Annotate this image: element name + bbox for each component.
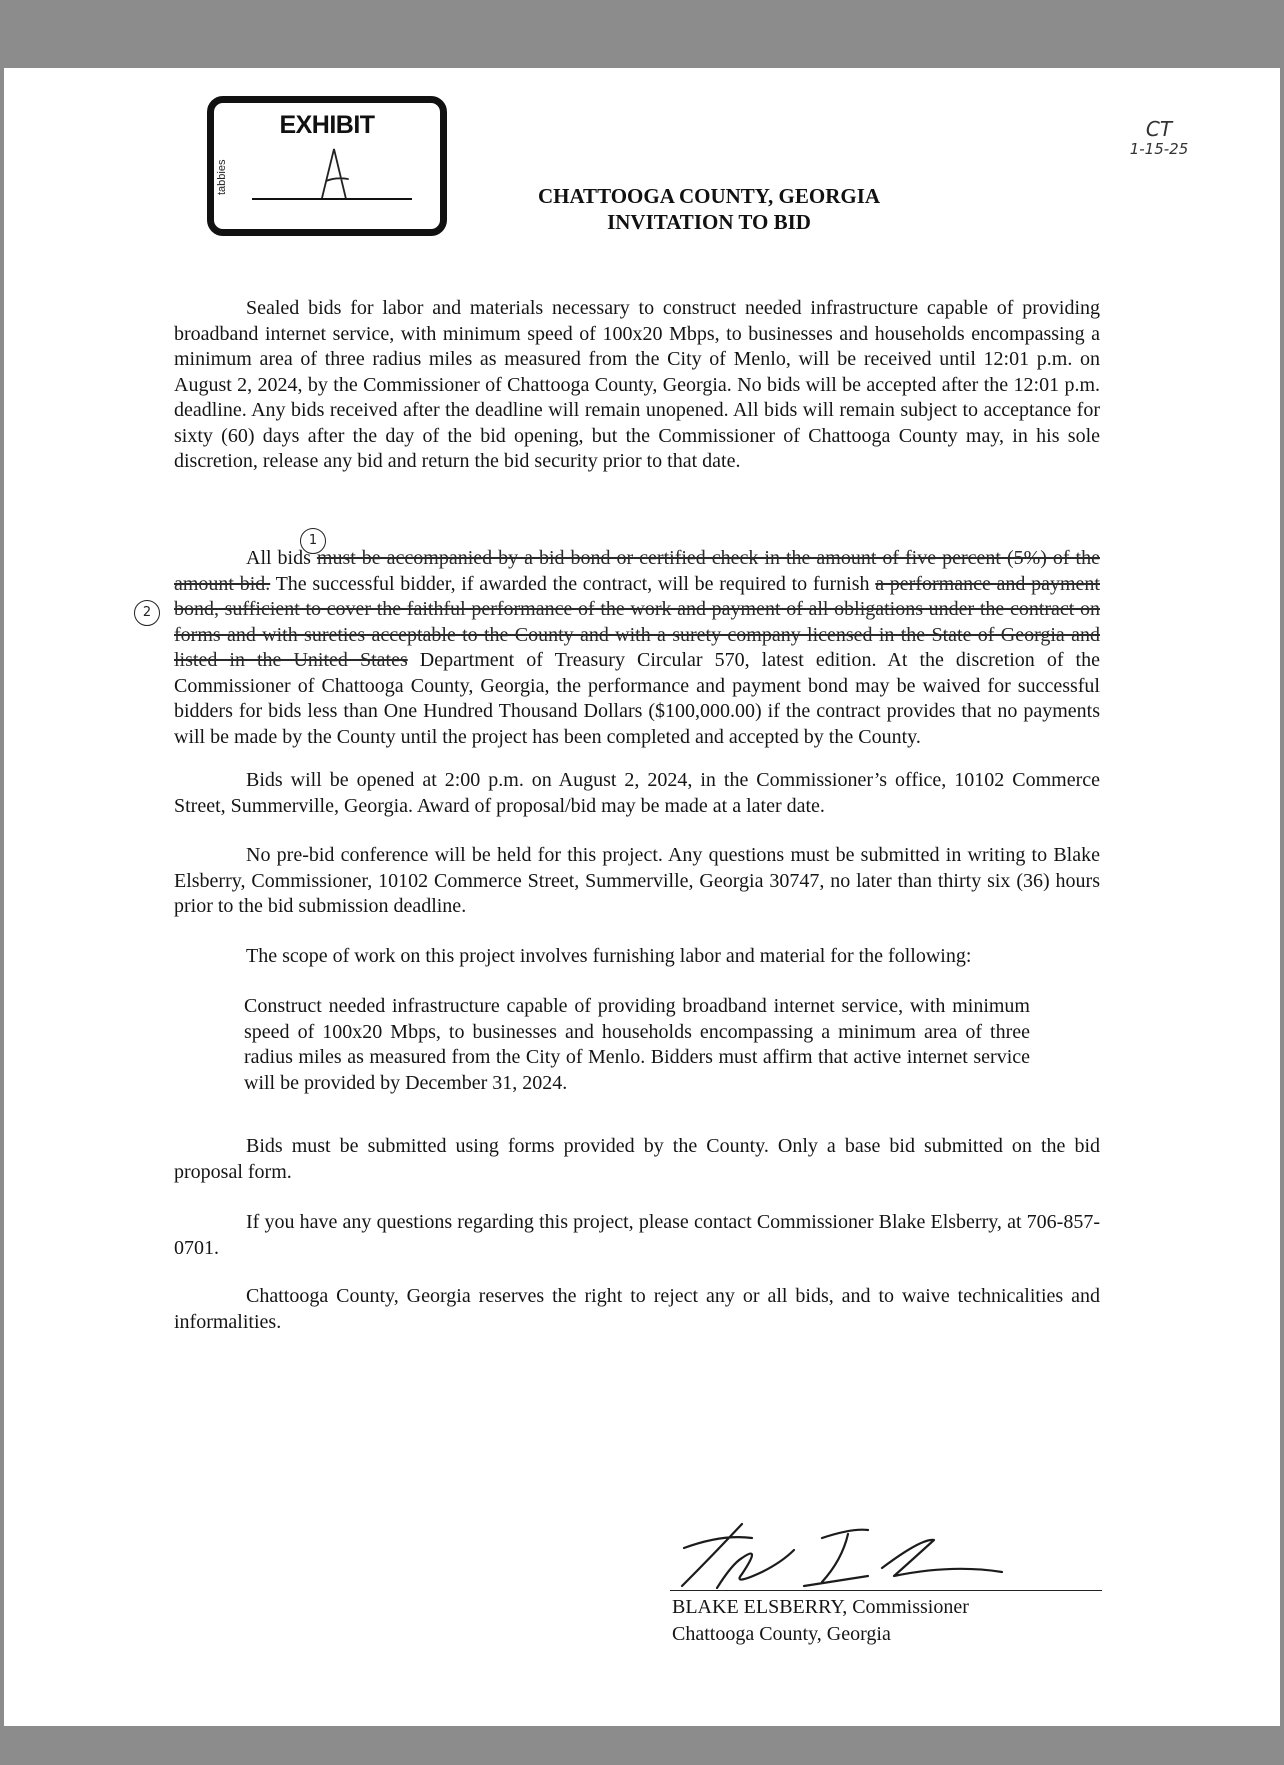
p2-struck-performance-bond: a performance and payment bond, sufficient to cover the faithful performance of the work and payment of all obligations under the contract on forms and with sureties acceptable to the County and with a surety company licensed in the State of Georgia and listed in the United States [174,572,1100,671]
paragraph-sealed-bids: Sealed bids for labor and materials necessary to construct needed infrastructure capable of providing broadband internet service, with minimum speed of 100x20 Mbps, to businesses and households encompassing a minimum area of three radius miles as measured from the City of Menlo, will be received until 12:01 p.m. on August 2, 2024, by the Commissioner of Chattooga County, Georgia. No bids will be accepted after the 12:01 p.m. deadline. Any bids received after the deadline will remain unopened. All bids will remain subject to acceptance for sixty (60) days after the day of the bid opening, but the Commissioner of Chattooga County may, in his sole discretion, release any bid and return the bid security prior to that date. [174,297,1100,472]
signer-name-title: BLAKE ELSBERRY, Commissioner [672,1596,969,1618]
exhibit-letter-handwritten [304,143,364,203]
signature-block [672,1594,969,1648]
exhibit-brand: tabbies [216,159,228,195]
paragraph-contact: If you have any questions regarding this project, please contact Commissioner Blake Elsberry, at 706-857-0701. [174,1211,1100,1259]
document-header [444,183,974,235]
annotation-mark-2: 2 [134,600,160,626]
margin-initials: CT [1145,117,1173,141]
p2-lead: All bids [246,547,317,569]
signature-line [670,1590,1102,1591]
scope-of-work-block: Construct needed infrastructure capable of providing broadband internet service, with minimum speed of 100x20 Mbps, to businesses and households encompassing a minimum area of three radius miles as measured from the City of Menlo. Bidders must affirm that active internet service will be provided by December 31, 2024. [244,995,1030,1094]
paragraph-reservation: Chattooga County, Georgia reserves the right to reject any or all bids, and to waive technicalities and informalities. [174,1285,1100,1333]
margin-initials-note [1114,118,1204,158]
paragraph-bid-opening: Bids will be opened at 2:00 p.m. on August 2, 2024, in the Commissioner’s office, 10102 Commerce Street, Summerville, Georgia. Award of proposal/bid may be made at a later date. [174,769,1100,817]
paragraph-bid-bond [174,546,1100,750]
margin-date: 1-15-25 [1129,140,1189,158]
document-title: INVITATION TO BID [607,210,811,234]
annotation-mark-1: 1 [300,528,326,554]
exhibit-underline [252,198,412,200]
p2-tail: Department of Treasury Circular 570, latest edition. At the discretion of the Commissioner of Chattooga County, Georgia, the performance and payment bond may be waived for successful bidders for bids less than One Hundred Thousand Dollars ($100,000.00) if the contract provides that no payments will be made by the County until the project has been completed and accepted by the County. [174,649,1100,748]
document-page [4,68,1280,1726]
paragraph-pre-bid: No pre-bid conference will be held for this project. Any questions must be submitted in writing to Blake Elsberry, Commissioner, 10102 Commerce Street, Summerville, Georgia 30747, no later than thirty six (36) hours prior to the bid submission deadline. [174,844,1100,917]
paragraph-bid-forms: Bids must be submitted using forms provided by the County. Only a base bid submitted on the bid proposal form. [174,1135,1100,1183]
commissioner-signature [672,1516,1032,1592]
exhibit-label: EXHIBIT [279,111,375,139]
county-heading: CHATTOOGA COUNTY, GEORGIA [537,184,881,208]
exhibit-sticker [207,96,447,236]
p2-middle: The successful bidder, if awarded the contract, will be required to furnish [270,572,876,595]
p2-struck-bid-bond: must be accompanied by a bid bond or certified check in the amount of five percent (5%) of the amount bid. [174,547,1100,595]
paragraph-scope-intro: The scope of work on this project involves furnishing labor and material for the following: [246,945,972,967]
signer-county: Chattooga County, Georgia [672,1623,891,1645]
